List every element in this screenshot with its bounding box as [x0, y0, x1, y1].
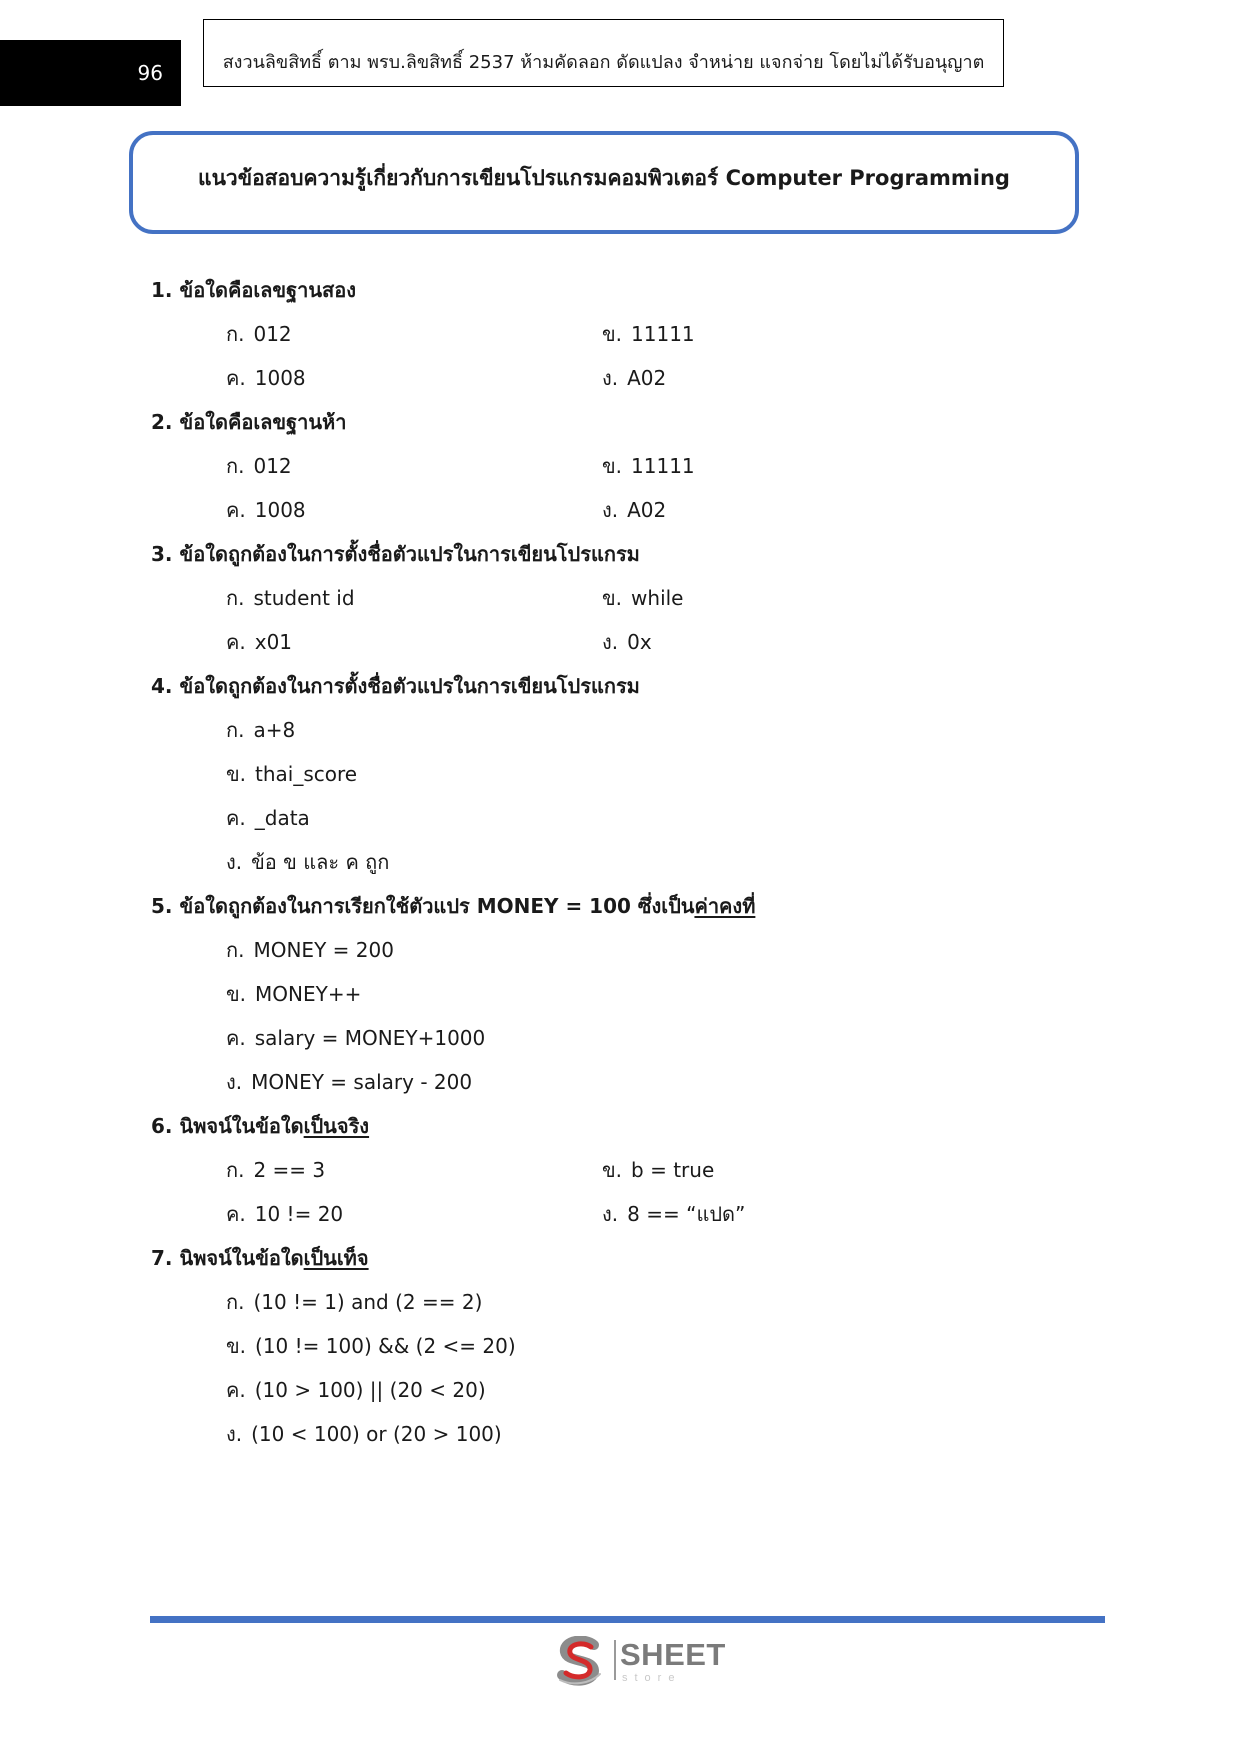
- option-text: MONEY = salary - 200: [251, 1070, 473, 1094]
- option-label: ก.: [226, 322, 245, 346]
- question-1: [151, 268, 1101, 400]
- logo-tagline: store: [622, 1672, 682, 1684]
- question-emphasis: เป็นจริง: [303, 1114, 370, 1138]
- title-box: [129, 131, 1079, 234]
- option-text: 8 == “แปด”: [627, 1202, 746, 1226]
- option-label: ก.: [226, 586, 245, 610]
- option-label: ข.: [602, 586, 623, 610]
- option-text: 2 == 3: [253, 1158, 326, 1182]
- question-number: 1.: [151, 278, 173, 302]
- option-text: 012: [253, 322, 292, 346]
- option-label: ค.: [226, 1026, 246, 1050]
- copyright-notice-box: [203, 19, 1004, 87]
- question-number: 3.: [151, 542, 173, 566]
- option-c: [226, 1368, 1101, 1412]
- option-text: 11111: [631, 454, 695, 478]
- option-text: (10 > 100) || (20 < 20): [254, 1378, 486, 1402]
- option-label: ข.: [226, 982, 247, 1006]
- option-list: [226, 1148, 1101, 1236]
- option-label: ง.: [602, 1202, 619, 1226]
- option-text: (10 != 100) && (2 <= 20): [255, 1334, 516, 1358]
- option-d: [226, 1412, 1101, 1456]
- question-2: [151, 400, 1101, 532]
- sheet-store-s-icon: [554, 1636, 606, 1686]
- option-label: ง.: [226, 1070, 243, 1094]
- option-label: ง.: [602, 498, 619, 522]
- option-label: ก.: [226, 454, 245, 478]
- question-title: [151, 400, 1101, 444]
- option-label: ข.: [602, 1158, 623, 1182]
- option-text: salary = MONEY+1000: [254, 1026, 486, 1050]
- question-5: [151, 884, 1101, 1104]
- option-label: ค.: [226, 498, 246, 522]
- question-7: [151, 1236, 1101, 1456]
- option-c: [226, 488, 602, 532]
- copyright-notice: สงวนลิขสิทธิ์ ตาม พรบ.ลิขสิทธิ์ 2537 ห้ามคัดลอก ดัดแปลง จำหน่าย แจกจ่าย โดยไม่ได้รับอนุญาต: [222, 51, 985, 73]
- option-text: _data: [254, 806, 310, 830]
- option-text: 012: [253, 454, 292, 478]
- option-text: b = true: [631, 1158, 715, 1182]
- option-label: ก.: [226, 1158, 245, 1182]
- option-b: [602, 576, 1101, 620]
- option-label: ก.: [226, 1290, 245, 1314]
- option-a: [226, 1148, 602, 1192]
- option-text: MONEY++: [255, 982, 362, 1006]
- option-label: ค.: [226, 806, 246, 830]
- question-number: 6.: [151, 1114, 173, 1138]
- logo-divider: [614, 1640, 616, 1680]
- option-label: ข.: [226, 1334, 247, 1358]
- option-text: A02: [627, 366, 667, 390]
- option-a: [226, 444, 602, 488]
- logo-name: SHEET: [620, 1637, 726, 1672]
- option-label: ค.: [226, 366, 246, 390]
- option-label: ข.: [602, 322, 623, 346]
- question-title: [151, 1236, 1101, 1280]
- option-label: ค.: [226, 1378, 246, 1402]
- option-list: [226, 444, 1101, 532]
- question-text: ข้อใดถูกต้องในการตั้งชื่อตัวแปรในการเขียนโปรแกรม: [179, 542, 640, 566]
- option-label: ง.: [602, 630, 619, 654]
- option-list: [226, 928, 1101, 1104]
- option-d: [226, 840, 1101, 884]
- option-label: ง.: [226, 1422, 243, 1446]
- sheet-store-logo: [554, 1636, 724, 1688]
- option-text: (10 < 100) or (20 > 100): [251, 1422, 502, 1446]
- option-a: [226, 708, 1101, 752]
- page-number-tab: [0, 40, 181, 106]
- option-a: [226, 1280, 1101, 1324]
- option-text: student id: [253, 586, 355, 610]
- page-number: 96: [137, 61, 163, 85]
- option-list: [226, 708, 1101, 884]
- page-title: แนวข้อสอบความรู้เกี่ยวกับการเขียนโปรแกรมคอมพิวเตอร์ Computer Programming: [198, 166, 1010, 190]
- option-text: (10 != 1) and (2 == 2): [253, 1290, 483, 1314]
- question-3: [151, 532, 1101, 664]
- option-text: x01: [254, 630, 293, 654]
- option-text: MONEY = 200: [253, 938, 394, 962]
- question-text: ข้อใดคือเลขฐานสอง: [179, 278, 357, 302]
- question-text: ข้อใดถูกต้องในการเรียกใช้ตัวแปร MONEY = 100 ซึ่งเป็น: [179, 894, 695, 918]
- option-c: [226, 356, 602, 400]
- option-c: [226, 796, 1101, 840]
- option-list: [226, 1280, 1101, 1456]
- option-text: while: [631, 586, 684, 610]
- question-4: [151, 664, 1101, 884]
- question-number: 7.: [151, 1246, 173, 1270]
- question-title: [151, 664, 1101, 708]
- option-d: [602, 488, 1101, 532]
- question-emphasis: ค่าคงที่: [694, 894, 756, 918]
- option-text: 11111: [631, 322, 695, 346]
- option-c: [226, 620, 602, 664]
- option-text: a+8: [253, 718, 296, 742]
- option-label: ก.: [226, 718, 245, 742]
- option-list: [226, 312, 1101, 400]
- option-d: [602, 620, 1101, 664]
- option-c: [226, 1016, 1101, 1060]
- option-list: [226, 576, 1101, 664]
- option-a: [226, 312, 602, 356]
- question-number: 4.: [151, 674, 173, 698]
- footer-rule: [150, 1616, 1105, 1623]
- question-title: [151, 532, 1101, 576]
- option-a: [226, 928, 1101, 972]
- option-label: ค.: [226, 1202, 246, 1226]
- option-a: [226, 576, 602, 620]
- option-b: [602, 312, 1101, 356]
- option-text: thai_score: [255, 762, 358, 786]
- option-b: [602, 444, 1101, 488]
- question-list: [151, 268, 1101, 1456]
- option-text: ข้อ ข และ ค ถูก: [251, 850, 390, 874]
- option-label: ข.: [602, 454, 623, 478]
- question-emphasis: เป็นเท็จ: [303, 1246, 369, 1270]
- option-text: 10 != 20: [254, 1202, 344, 1226]
- option-label: ข.: [226, 762, 247, 786]
- option-label: ง.: [226, 850, 243, 874]
- option-b: [602, 1148, 1101, 1192]
- option-b: [226, 1324, 1101, 1368]
- question-title: [151, 1104, 1101, 1148]
- question-text: นิพจน์ในข้อใด: [179, 1114, 304, 1138]
- question-title: [151, 268, 1101, 312]
- option-label: ค.: [226, 630, 246, 654]
- option-d: [602, 1192, 1101, 1236]
- question-title: [151, 884, 1101, 928]
- option-b: [226, 752, 1101, 796]
- question-text: ข้อใดถูกต้องในการตั้งชื่อตัวแปรในการเขียนโปรแกรม: [179, 674, 640, 698]
- option-d: [602, 356, 1101, 400]
- option-b: [226, 972, 1101, 1016]
- question-text: ข้อใดคือเลขฐานห้า: [179, 410, 347, 434]
- question-number: 2.: [151, 410, 173, 434]
- option-text: 1008: [254, 366, 306, 390]
- option-text: A02: [627, 498, 667, 522]
- option-c: [226, 1192, 602, 1236]
- option-text: 0x: [627, 630, 652, 654]
- option-label: ก.: [226, 938, 245, 962]
- option-d: [226, 1060, 1101, 1104]
- question-text: นิพจน์ในข้อใด: [179, 1246, 304, 1270]
- question-number: 5.: [151, 894, 173, 918]
- option-label: ง.: [602, 366, 619, 390]
- question-6: [151, 1104, 1101, 1236]
- option-text: 1008: [254, 498, 306, 522]
